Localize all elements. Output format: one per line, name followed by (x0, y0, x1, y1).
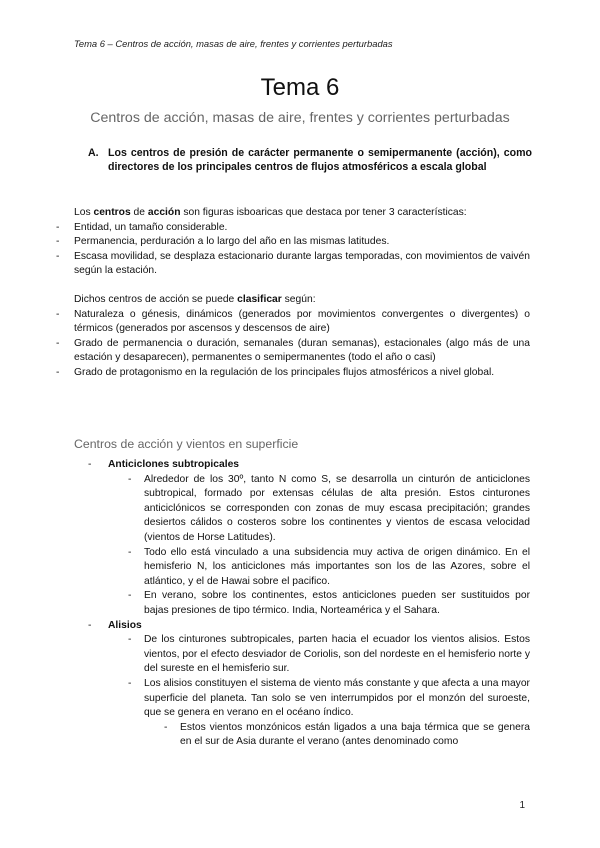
list-item: - De los cinturones subtropicales, parten hacia el ecuador los vientos alisios. Estos vientos, por el efecto desviador de Coriolis, son del nordeste en el hemisferio norte y del sureste en el hemisferio sur. (128, 634, 530, 675)
section-heading-winds: Centros de acción y vientos en superficie (74, 437, 299, 451)
characteristics-list (56, 221, 530, 279)
list-item: - Grado de permanencia o duración, semanales (duran semanas), estacionales (algo más de una estación y desaparecen), permanentes o semipermanentes (todo el año o casi) (56, 337, 530, 364)
alisios-label: Alisios (108, 619, 142, 631)
anticyclones-label: Anticiclones subtropicales (108, 459, 240, 470)
list-item: - Grado de protagonismo en la regulación de los principales flujos atmosféricos a nivel global. (56, 366, 495, 378)
list-item: - Entidad, un tamaño considerable. (56, 221, 228, 233)
alisios-list (128, 633, 530, 721)
classification-paragraph: Dichos centros de acción se puede clasificar según: (74, 294, 316, 305)
list-item: - Alrededor de los 30º, tanto N como S, se desarrolla un cinturón de anticiclones subtropical, formado por extensas células de alta presión. Estos cinturones anticiclónicos se corresponden con zonas de muy escasa precipitación; grandes desiertos cálidos o costeros sobre los continentes y vientos de escasa velocidad (vientos de Horse Latitudes). (128, 473, 530, 543)
winds-block (88, 458, 530, 750)
page-subtitle: Centros de acción, masas de aire, frentes y corrientes perturbadas (90, 110, 510, 126)
term-centros: centros (93, 207, 131, 218)
list-item: - Estos vientos monzónicos están ligados a una baja térmica que se genera en el sur de Asia durante el verano (antes denominado como (164, 721, 530, 748)
term-clasificar: clasificar (237, 294, 282, 305)
list-item: - Los alisios constituyen el sistema de viento más constante y que afecta a una mayor superficie del planeta. Tan solo se ven interrumpidos por el monzón del suroeste, que se genera en verano en el océano índico. (128, 677, 530, 719)
list-item: - En verano, sobre los continentes, estos anticiclones pueden ser sustituidos por bajas presiones de tipo térmico. India, Norteamérica y el Sahara. (128, 590, 530, 616)
section-a-marker: A. (88, 147, 99, 159)
list-item: - Naturaleza o génesis, dinámicos (generados por movimientos convergentes o divergentes) o térmicos (generados por ascensos y descensos de aire) (56, 308, 530, 335)
page-title: Tema 6 (260, 74, 340, 101)
page-number: 1 (519, 800, 525, 811)
alisios-item: - Alisios (88, 619, 142, 631)
list-item: - Todo ello está vinculado a una subsidencia muy activa de origen dinámico. En el hemisferio N, los anticiclones más importantes son los de las Azores, sobre el atlántico, y el de Hawai sobre el pacifico. (128, 546, 530, 587)
section-a-text: Los centros de presión de carácter permanente o semipermanente (acción), como directores de los principales centros de flujos atmosféricos a escala global (108, 147, 532, 174)
alisios-sublist (164, 721, 530, 750)
running-header: Tema 6 – Centros de acción, masas de aire, frentes y corrientes perturbadas (74, 38, 393, 49)
intro-paragraph: Los centros de acción son figuras isboaricas que destaca por tener 3 características: (74, 207, 467, 218)
classification-block (56, 293, 530, 381)
term-accion: acción (147, 207, 181, 218)
anticyclones-item: - Anticiclones subtropicales (88, 459, 240, 470)
classification-list (56, 308, 530, 381)
section-a-heading (88, 146, 532, 175)
anticyclones-list (128, 473, 530, 619)
list-item: - Escasa movilidad, se desplaza estacionario durante largas temporadas, con movimientos de vaivén según la estación. (56, 250, 530, 277)
intro-block (56, 206, 530, 279)
list-item: - Permanencia, perduración a lo largo del año en las mismas latitudes. (56, 236, 390, 248)
